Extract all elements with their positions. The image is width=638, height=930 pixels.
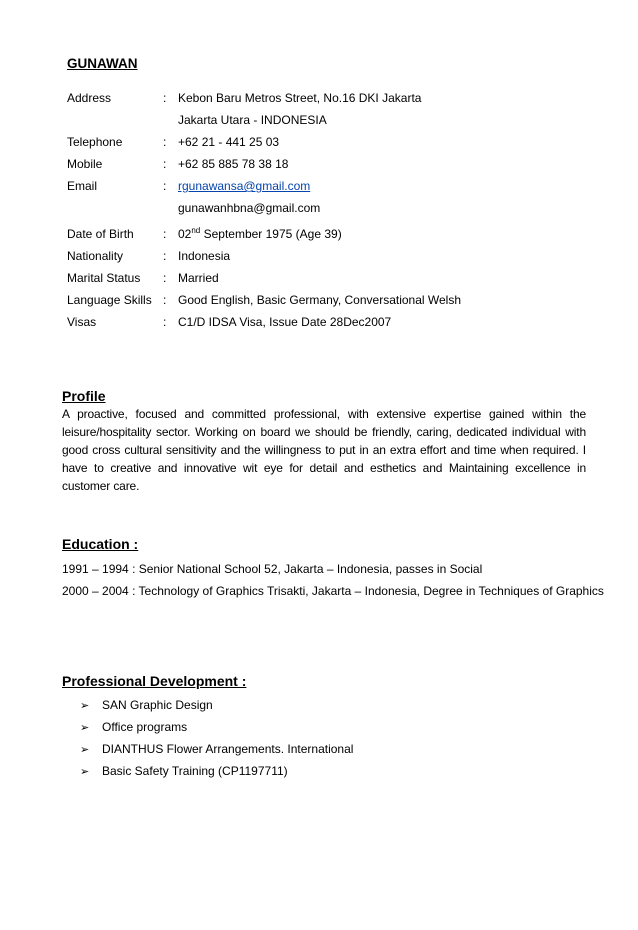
info-value: Indonesia (178, 249, 231, 263)
info-colon: : (163, 227, 167, 241)
info-colon: : (163, 293, 167, 307)
dob-rest: September 1975 (Age 39) (200, 227, 342, 241)
professional-development-list (80, 697, 353, 785)
info-row-visas (67, 314, 607, 336)
info-colon: : (163, 91, 167, 105)
info-value: C1/D IDSA Visa, Issue Date 28Dec2007 (178, 315, 392, 329)
info-label: Date of Birth (67, 227, 134, 241)
info-label: Language Skills (67, 293, 152, 307)
info-value: Jakarta Utara - INDONESIA (178, 113, 327, 127)
info-label: Visas (67, 315, 97, 329)
info-row-nationality (67, 248, 607, 270)
arrow-bullet-icon: ➢ (80, 744, 90, 756)
info-colon: : (163, 315, 167, 329)
info-row-email (67, 178, 607, 200)
candidate-name: GUNAWAN (67, 56, 138, 71)
list-item-text: Basic Safety Training (CP1197711) (102, 764, 288, 778)
dob-suffix: nd (191, 226, 201, 235)
info-value (178, 226, 342, 242)
email-link[interactable]: rgunawansa@gmail.com (178, 179, 311, 193)
arrow-bullet-icon: ➢ (80, 700, 90, 712)
info-colon: : (163, 249, 167, 263)
info-label: Address (67, 91, 112, 105)
education-entry: 1991 – 1994 : Senior National School 52, Jakarta – Indonesia, passes in Social (62, 562, 483, 576)
list-item-text: Office programs (102, 720, 188, 734)
info-colon: : (163, 179, 167, 193)
info-row-address (67, 90, 607, 112)
info-value: Good English, Basic Germany, Conversational Welsh (178, 293, 462, 307)
list-item (80, 697, 353, 719)
info-colon: : (163, 271, 167, 285)
info-value: gunawanhbna@gmail.com (178, 201, 321, 215)
education-heading: Education : (62, 536, 139, 552)
info-value: Married (178, 271, 219, 285)
personal-info (67, 90, 607, 336)
info-colon: : (163, 157, 167, 171)
list-item-text: SAN Graphic Design (102, 698, 213, 712)
arrow-bullet-icon: ➢ (80, 766, 90, 778)
list-item (80, 741, 353, 763)
info-label: Telephone (67, 135, 123, 149)
info-value: +62 21 - 441 25 03 (178, 135, 280, 149)
info-row-language-skills (67, 292, 607, 314)
profile-heading: Profile (62, 388, 106, 404)
info-row-telephone (67, 134, 607, 156)
info-label: Email (67, 179, 98, 193)
profile-text: A proactive, focused and committed professional, with extensive expertise gained within the leisure/hospitality sector. Working on board we should be friendly, caring, dedicated individual with good cross cultural sensitivity and the willingness to put in an extra effort and time when required. I have to creative and innovative wit eye for detail and esthetics and Maintaining excellence in customer care. (62, 407, 586, 493)
info-row-marital-status (67, 270, 607, 292)
list-item (80, 719, 353, 741)
info-row-mobile (67, 156, 607, 178)
info-label: Nationality (67, 249, 124, 263)
arrow-bullet-icon: ➢ (80, 722, 90, 734)
info-value (178, 178, 310, 194)
info-row-email-2 (67, 200, 607, 222)
info-label: Mobile (67, 157, 103, 171)
info-row-address-2 (67, 112, 607, 134)
info-value: +62 85 885 78 38 18 (178, 157, 289, 171)
info-colon: : (163, 135, 167, 149)
dob-day: 02 (178, 227, 192, 241)
education-entry: 2000 – 2004 : Technology of Graphics Trisakti, Jakarta – Indonesia, Degree in Techniques of Graphics (62, 584, 604, 598)
info-row-dob (67, 224, 607, 248)
professional-development-heading: Professional Development : (62, 673, 247, 689)
info-label: Marital Status (67, 271, 141, 285)
list-item (80, 763, 353, 785)
list-item-text: DIANTHUS Flower Arrangements. International (102, 742, 354, 756)
info-value: Kebon Baru Metros Street, No.16 DKI Jakarta (178, 91, 422, 105)
